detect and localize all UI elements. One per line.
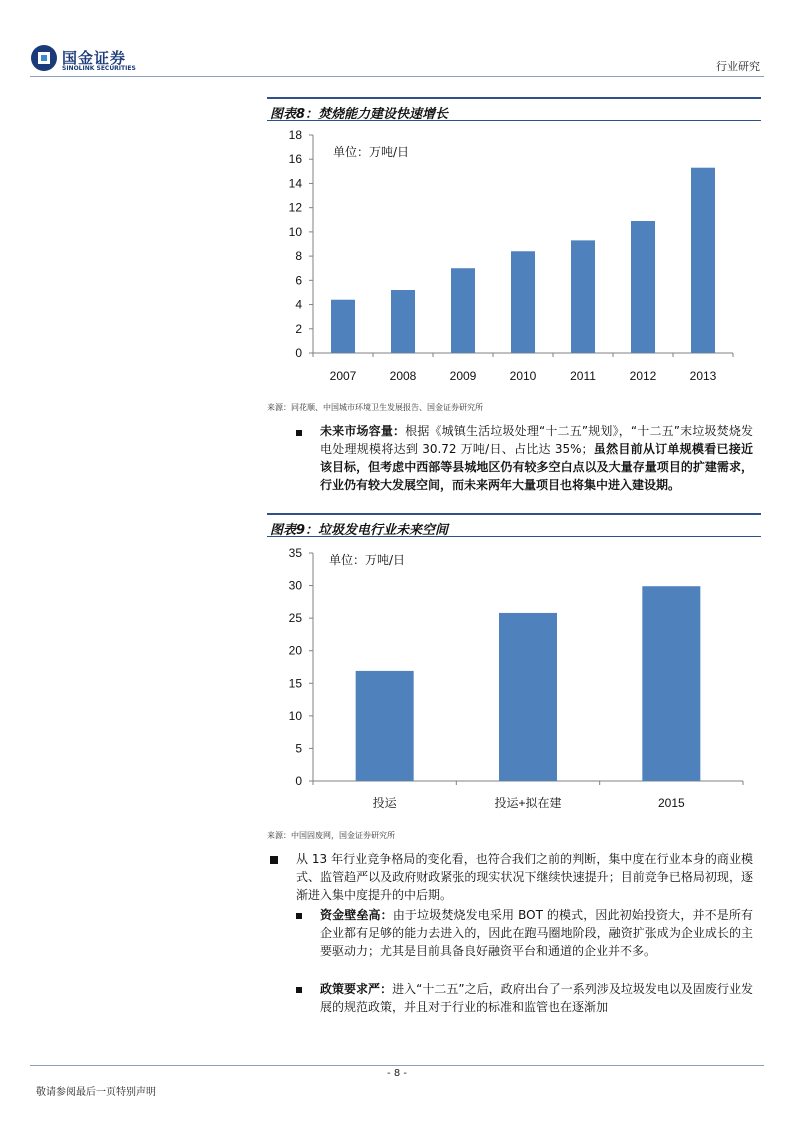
figure8-title: 图表8：焚烧能力建设快速增长 [270,107,449,122]
footer-disclaimer-note: 敬请参阅最后一页特别声明 [36,1087,156,1098]
x-tick-label: 2015 [657,796,685,810]
market-capacity-lead: 未来市场容量： [320,424,406,438]
unit-label: 单位：万吨/日 [329,553,406,567]
unit-label: 单位：万吨/日 [333,145,410,159]
figure8-chart-svg [267,124,761,394]
capital-barrier-paragraph [320,906,753,960]
y-tick-label: 16 [288,152,302,167]
capital-barrier-lead: 资金壁垒高： [320,908,393,922]
x-tick-label: 2013 [689,369,717,383]
x-tick-label: 2008 [389,369,417,383]
x-tick-label: 投运 [372,796,397,810]
bar [691,168,715,353]
bar [642,586,700,781]
policy-paragraph [320,980,753,1016]
y-tick-label: 0 [295,774,302,788]
figure9-source: 来源：中国固废网，国金证券研究所 [267,831,395,840]
policy-lead: 政策要求严： [320,982,393,996]
figure9-chart [267,540,761,822]
y-tick-label: 0 [295,346,302,360]
figure9-chart-svg [267,540,761,822]
y-tick-label: 4 [295,297,302,312]
bullet-square-icon [270,856,278,864]
x-tick-label: 投运+拟在建 [494,796,562,810]
figure8-source: 来源：同花顺、中国城市环境卫生发展报告、国金证券研究所 [267,403,483,412]
logo-mark-icon [30,44,58,72]
bar [331,300,355,353]
figure8-chart [267,124,761,394]
y-tick-label: 10 [288,224,302,239]
capital-barrier-body: 由于垃圾焚烧发电采用 BOT 的模式，因此初始投资大，并不是所有企业都有足够的能力去进入的，因此在跑马圈地阶段，融资扩张成为企业成长的主要驱动力；尤其是目前具备良好融资平台和通道的企业并不多。 [320,908,753,958]
bar [511,251,535,353]
policy-body: 进入“十二五”之后，政府出台了一系列涉及垃圾发电以及固废行业发展的规范政策，并且对于行业的标准和监管也在逐渐加 [320,982,753,1014]
x-tick-label: 2011 [570,369,596,383]
x-tick-label: 2009 [449,369,477,383]
bullet-square-icon [296,987,302,993]
bar [631,221,655,353]
bullet-square-icon [296,430,302,436]
bar [499,613,557,781]
bar [571,240,595,353]
market-capacity-body1: 根据《城镇生活垃圾处理“十二五”规划》，“十二五”末垃圾焚烧发电处理规模将达到 30.72 万吨/日、占比达 35%； [320,424,753,456]
market-capacity-paragraph [320,422,753,494]
y-tick-label: 18 [288,128,302,142]
y-tick-label: 2 [295,321,302,336]
logo-english-name: SINOLINK SECURITIES [62,65,136,72]
y-tick-label: 30 [288,578,302,593]
figure9-title-bar [267,513,761,537]
figure8-title-bar [267,97,761,121]
y-tick-label: 25 [288,611,302,626]
y-tick-label: 10 [288,708,302,723]
logo-chinese-name: 国金证券 [62,49,127,67]
bar [356,671,414,781]
header-divider [30,76,764,77]
y-tick-label: 8 [295,249,302,264]
y-tick-label: 35 [288,546,302,560]
bar [391,290,415,353]
footer-divider [30,1065,764,1066]
y-tick-label: 20 [288,643,302,658]
company-logo [30,44,160,74]
x-tick-label: 2012 [629,369,657,383]
y-tick-label: 5 [295,741,302,756]
y-tick-label: 12 [288,200,302,215]
bar [451,268,475,353]
competition-paragraph: 从 13 年行业竞争格局的变化看，也符合我们之前的判断，集中度在行业本身的商业模式、监管趋严以及政府财政紧张的现实状况下继续快速提升；目前竞争已格局初现，逐渐进入集中度提升的中后期。 [296,852,753,902]
bullet-square-icon [296,913,302,919]
y-tick-label: 14 [288,176,302,191]
report-category: 行业研究 [716,60,760,73]
x-tick-label: 2010 [509,369,537,383]
market-capacity-body2: 虽然目前从订单规模看已接近该目标，但考虑中西部等县城地区仍有较多空白点以及大量存量项目的扩建需求，行业仍有较大发展空间，而未来两年大量项目也将集中进入建设期。 [320,442,753,492]
y-tick-label: 6 [295,273,302,288]
y-tick-label: 15 [288,676,302,691]
page-number: - 8 - [387,1068,407,1079]
x-tick-label: 2007 [329,369,357,383]
figure9-title: 图表9：垃圾发电行业未来空间 [270,523,449,538]
